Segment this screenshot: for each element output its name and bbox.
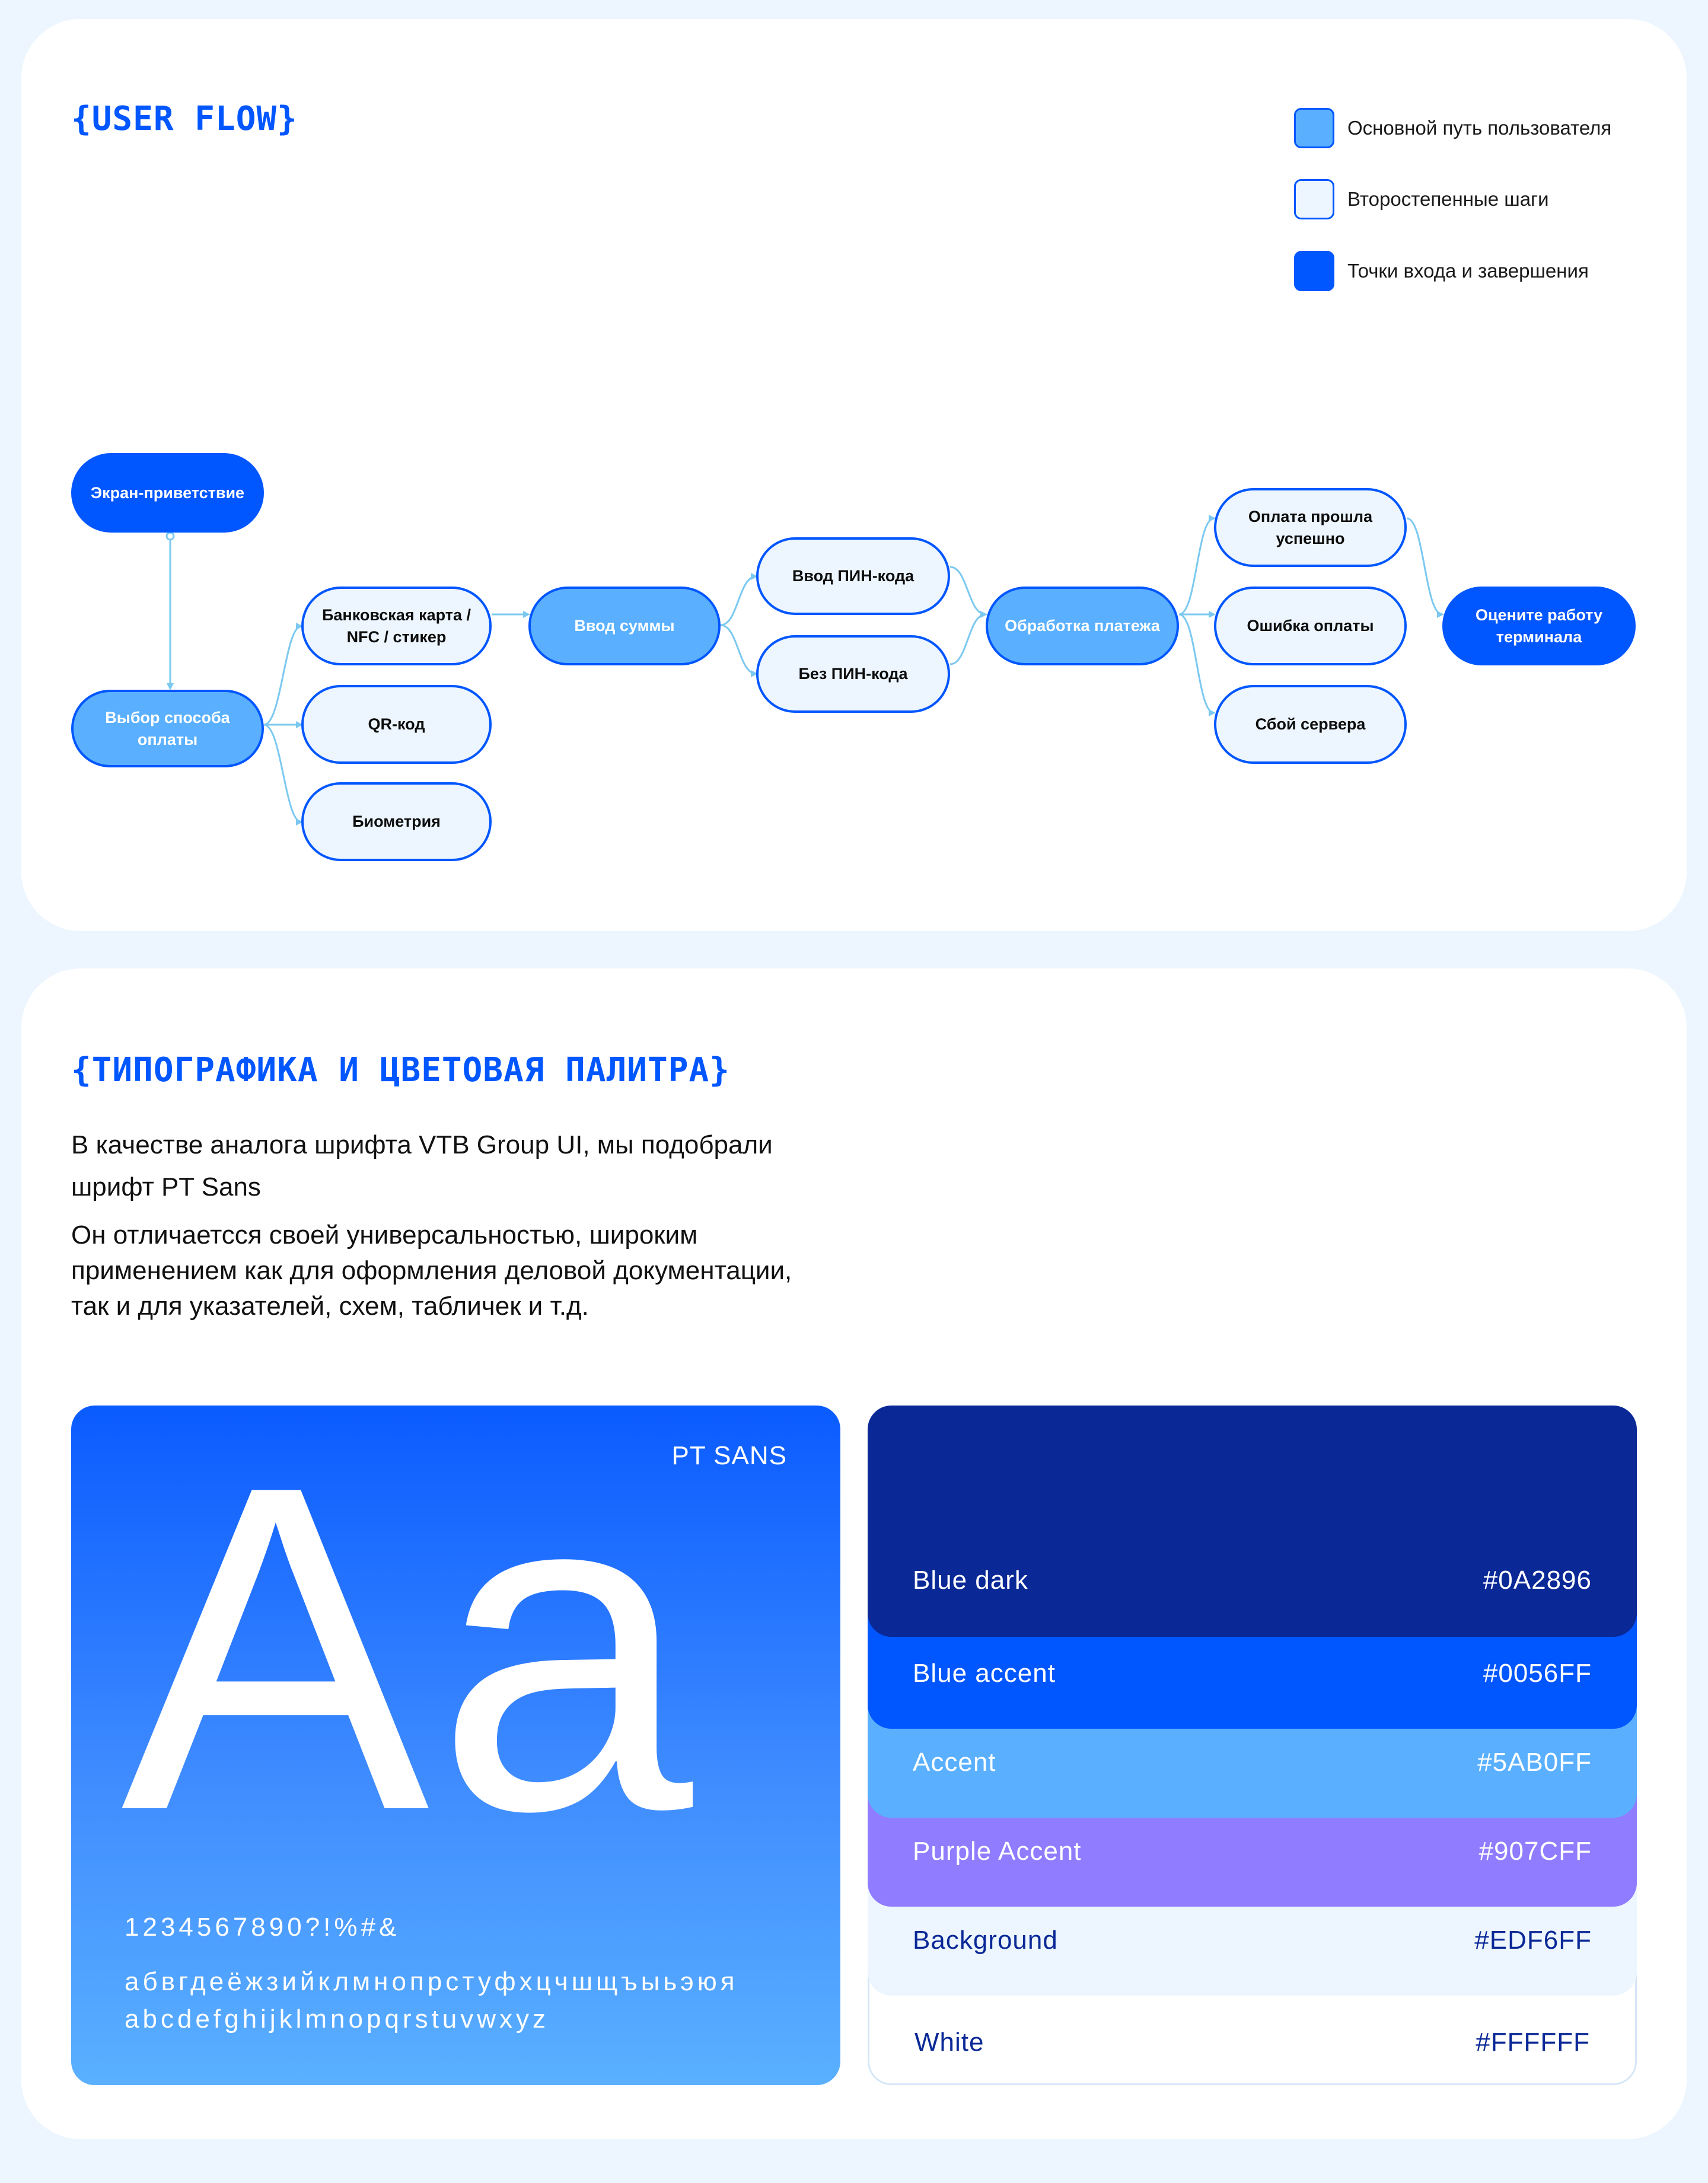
- node-no-pin: Без ПИН-кода: [756, 635, 950, 713]
- swatch-name: Background: [913, 1926, 1058, 1955]
- intro-line: шрифт PT Sans: [71, 1172, 261, 1202]
- swatch-hex: #FFFFFF: [1476, 2028, 1590, 2057]
- connector-amount-nopin: [721, 625, 756, 674]
- connector-success-rate: [1407, 518, 1442, 614]
- legend-label-main: Основной путь пользователя: [1347, 117, 1612, 139]
- connector-processing-success: [1179, 518, 1214, 614]
- legend-label-secondary: Второстепенные шаги: [1347, 188, 1549, 210]
- font-specimen-card: [71, 1406, 840, 2085]
- connector-pin-processing: [950, 567, 986, 614]
- swatch-hex: #0056FF: [1483, 1659, 1592, 1688]
- connector-nopin-processing: [950, 614, 986, 664]
- swatch-name: Blue dark: [913, 1566, 1028, 1595]
- user-flow-title: {USER FLOW}: [71, 100, 298, 138]
- intro-line: так и для указателей, схем, табличек и т.д.: [71, 1292, 589, 1321]
- swatch-hex: #0A2896: [1483, 1566, 1592, 1595]
- connector-choose-bio: [264, 725, 301, 822]
- swatch-blue-dark: [868, 1406, 1637, 1637]
- node-bank-card: Банковская карта / NFC / стикер: [301, 587, 492, 665]
- node-success: Оплата прошла успешно: [1214, 488, 1407, 567]
- node-biometrics: Биометрия: [301, 782, 492, 861]
- typography-title: {ТИПОГРАФИКА И ЦВЕТОВАЯ ПАЛИТРА}: [71, 1051, 730, 1089]
- intro-line: Он отличаетсся своей универсальностью, широким: [71, 1220, 698, 1250]
- connector-processing-server: [1179, 614, 1214, 713]
- swatch-name: White: [914, 2028, 984, 2057]
- font-specimen-glyphs: Aa: [121, 1406, 699, 1907]
- legend-label-entry: Точки входа и завершения: [1347, 260, 1589, 282]
- swatch-hex: #EDF6FF: [1474, 1926, 1592, 1955]
- latin-glyphs: abcdefghijklmnopqrstuvwxyz: [125, 2004, 550, 2034]
- node-choose-payment: Выбор способа оплаты: [71, 690, 264, 767]
- font-name: PT SANS: [671, 1441, 787, 1470]
- swatch-name: Accent: [913, 1748, 996, 1777]
- intro-line: В качестве аналога шрифта VTB Group UI, мы подобрали: [71, 1130, 773, 1159]
- swatch-hex: #5AB0FF: [1477, 1748, 1592, 1777]
- connector-amount-pin: [721, 576, 756, 625]
- intro-line: применением как для оформления деловой документации,: [71, 1256, 792, 1285]
- cyrillic-glyphs: абвгдеёжзийклмнопрстуфхцчшщъыьэюя: [125, 1967, 738, 1996]
- connector-dot: [167, 533, 174, 540]
- swatch-name: Blue accent: [913, 1659, 1056, 1688]
- node-error: Ошибка оплаты: [1214, 587, 1407, 665]
- color-palette: [868, 1406, 1637, 2085]
- node-rate-terminal: Оцените работу терминала: [1442, 587, 1636, 665]
- connector-choose-bank: [264, 626, 301, 725]
- node-enter-amount: Ввод суммы: [528, 587, 721, 665]
- node-processing: Обработка платежа: [986, 587, 1179, 665]
- digits-glyphs: 1234567890?!%#&: [125, 1913, 400, 1942]
- node-server-fail: Сбой сервера: [1214, 685, 1407, 764]
- swatch-name: Purple Accent: [913, 1837, 1082, 1866]
- node-pin: Ввод ПИН-кода: [756, 537, 950, 615]
- node-qr: QR-код: [301, 685, 492, 764]
- swatch-hex: #907CFF: [1478, 1837, 1592, 1866]
- node-welcome: Экран-приветствие: [71, 453, 264, 533]
